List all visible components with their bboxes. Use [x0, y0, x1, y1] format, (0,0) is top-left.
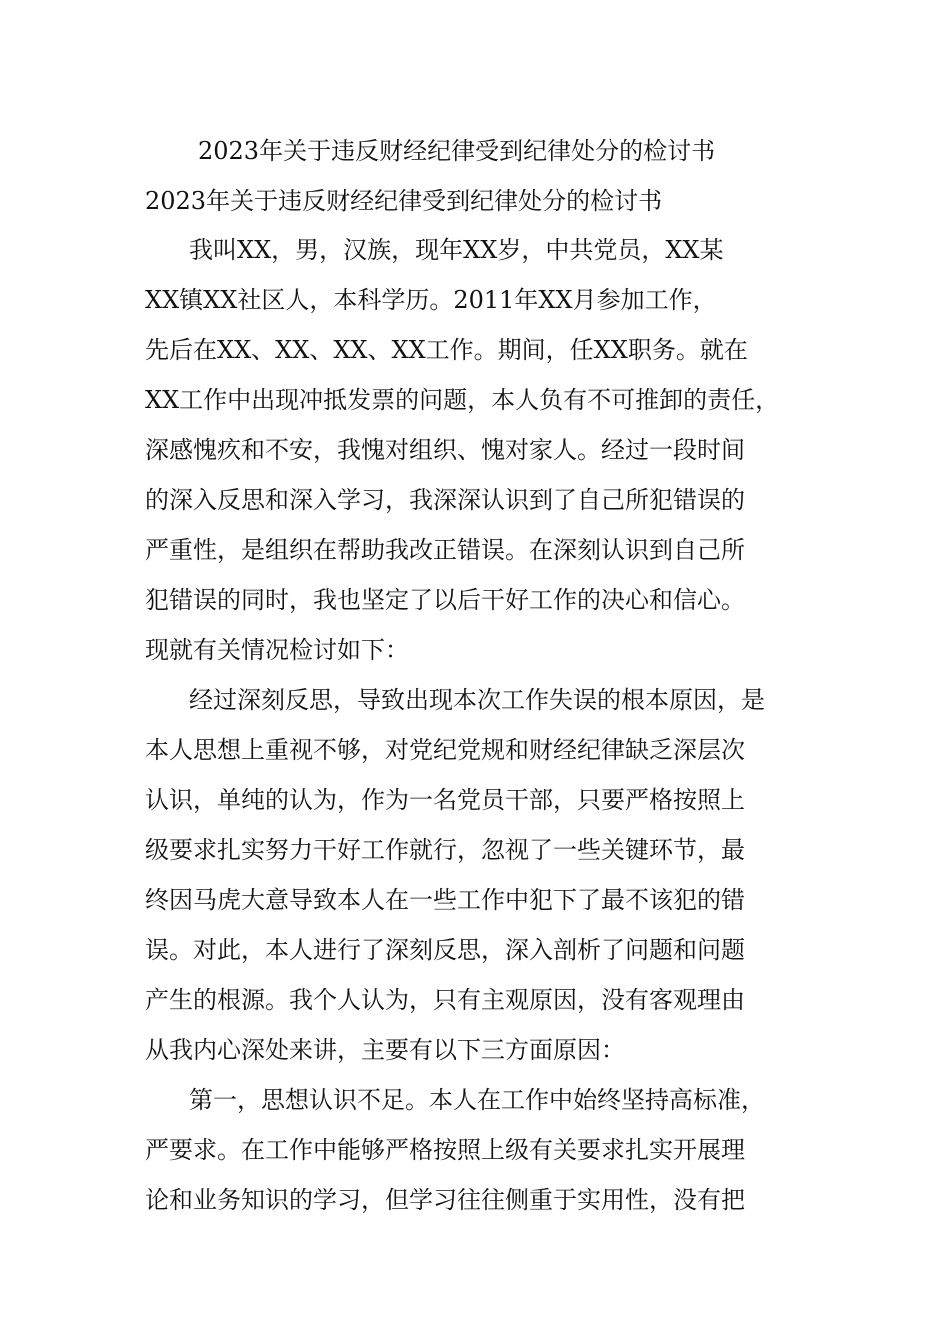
body-line: 论和业务知识的学习，但学习往往侧重于实用性，没有把	[145, 1186, 745, 1214]
document-title: 2023年关于违反财经纪律受到纪律处分的检讨书	[198, 137, 716, 165]
body-line: 犯错误的同时，我也坚定了以后干好工作的决心和信心。	[145, 586, 745, 614]
body-line: 误。对此，本人进行了深刻反思，深入剖析了问题和问题	[145, 936, 745, 964]
body-line: 产生的根源。我个人认为，只有主观原因，没有客观理由	[145, 986, 745, 1014]
body-line: 终因马虎大意导致本人在一些工作中犯下了最不该犯的错	[145, 886, 745, 914]
body-line: XX镇XX社区人，本科学历。2011年XX月参加工作，	[145, 286, 717, 314]
body-line: 严重性，是组织在帮助我改正错误。在深刻认识到自己所	[145, 536, 745, 564]
body-line: 经过深刻反思，导致出现本次工作失误的根本原因，是	[189, 686, 765, 714]
body-line: 先后在XX、XX、XX、XX工作。期间，任XX职务。就在	[145, 336, 748, 364]
body-line: 认识，单纯的认为，作为一名党员干部，只要严格按照上	[145, 786, 745, 814]
body-line: 本人思想上重视不够，对党纪党规和财经纪律缺乏深层次	[145, 736, 745, 764]
body-line: XX工作中出现冲抵发票的问题，本人负有不可推卸的责任，	[145, 386, 780, 414]
body-line: 级要求扎实努力干好工作就行，忽视了一些关键环节，最	[145, 836, 745, 864]
body-line: 从我内心深处来讲，主要有以下三方面原因：	[145, 1036, 625, 1064]
body-line: 严要求。在工作中能够严格按照上级有关要求扎实开展理	[145, 1136, 745, 1164]
body-line: 的深入反思和深入学习，我深深认识到了自己所犯错误的	[145, 486, 745, 514]
body-line: 现就有关情况检讨如下：	[145, 636, 409, 664]
document-body	[145, 231, 817, 1231]
document-subtitle: 2023年关于违反财经纪律受到纪律处分的检讨书	[145, 187, 663, 215]
body-line: 我叫XX，男，汉族，现年XX岁，中共党员，XX某	[189, 236, 724, 264]
body-line: 第一，思想认识不足。本人在工作中始终坚持高标准，	[189, 1086, 765, 1114]
body-line: 深感愧疚和不安，我愧对组织、愧对家人。经过一段时间	[145, 436, 745, 464]
